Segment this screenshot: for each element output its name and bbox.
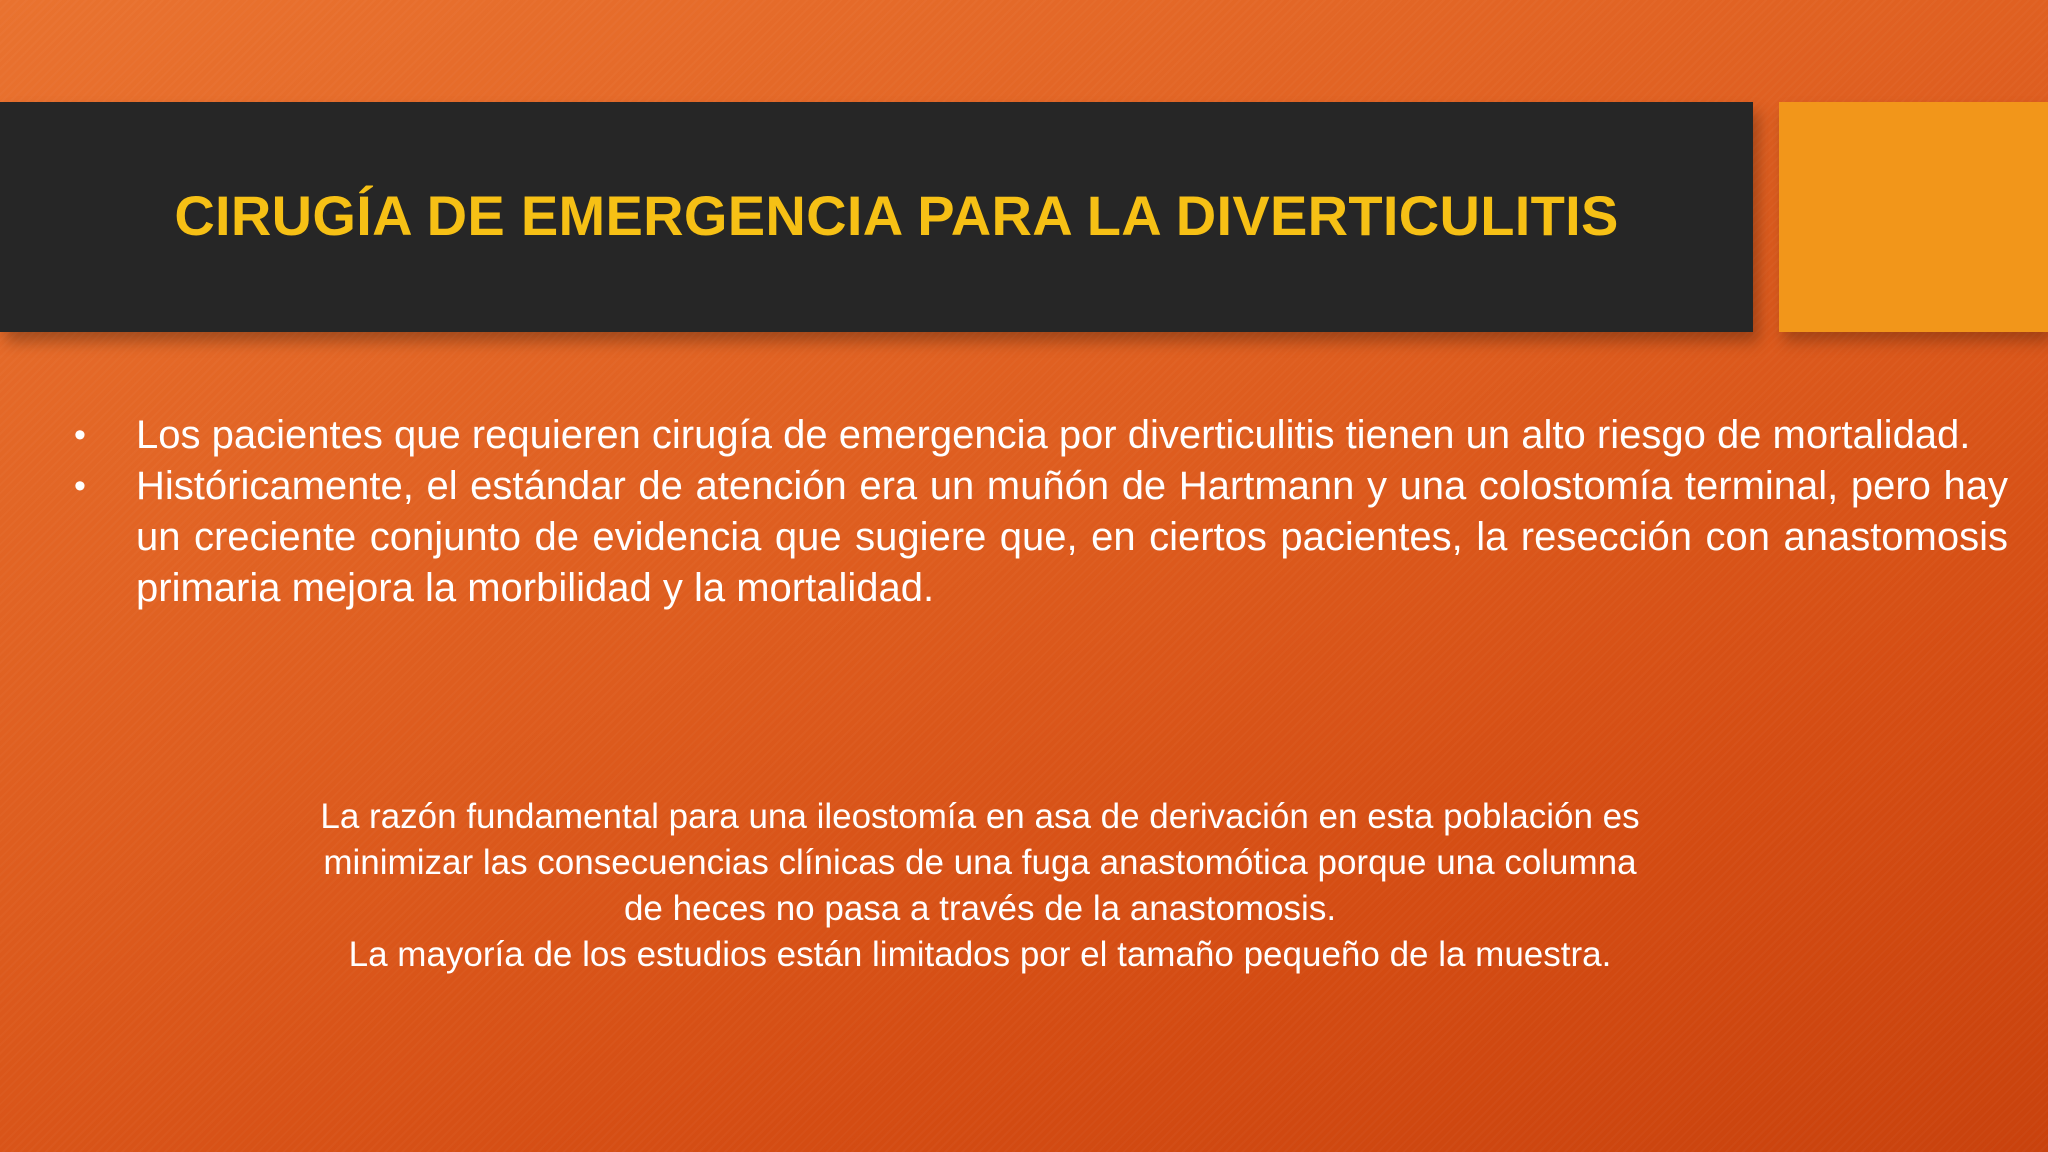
slide-title: CIRUGÍA DE EMERGENCIA PARA LA DIVERTICULITIS (174, 183, 1619, 247)
note-paragraph: La razón fundamental para una ileostomía en asa de derivación en esta población es minimizar las consecuencias clínicas de una fuga anastomótica porque una columna de heces no pasa a través de la anastomosis. (320, 797, 1640, 928)
centered-note (300, 794, 1660, 978)
bullet-dot-icon: • (74, 416, 86, 454)
bullet-text: Los pacientes que requieren cirugía de emergencia por diverticulitis tienen un alto riesgo de mortalidad. (136, 413, 1971, 457)
bullet-list (70, 410, 2008, 614)
bullet-item (70, 410, 2008, 461)
bullet-item (70, 461, 2008, 614)
accent-block (1779, 102, 2048, 332)
bullet-text: Históricamente, el estándar de atención era un muñón de Hartmann y una colostomía terminal, pero hay un creciente conjunto de evidencia que sugiere que, en ciertos pacientes, la resección con anastomosis primaria mejora la morbilidad y la mortalidad. (136, 464, 2008, 610)
note-paragraph: La mayoría de los estudios están limitados por el tamaño pequeño de la muestra. (348, 935, 1612, 974)
bullet-dot-icon: • (74, 467, 86, 505)
title-bar (0, 102, 1753, 332)
